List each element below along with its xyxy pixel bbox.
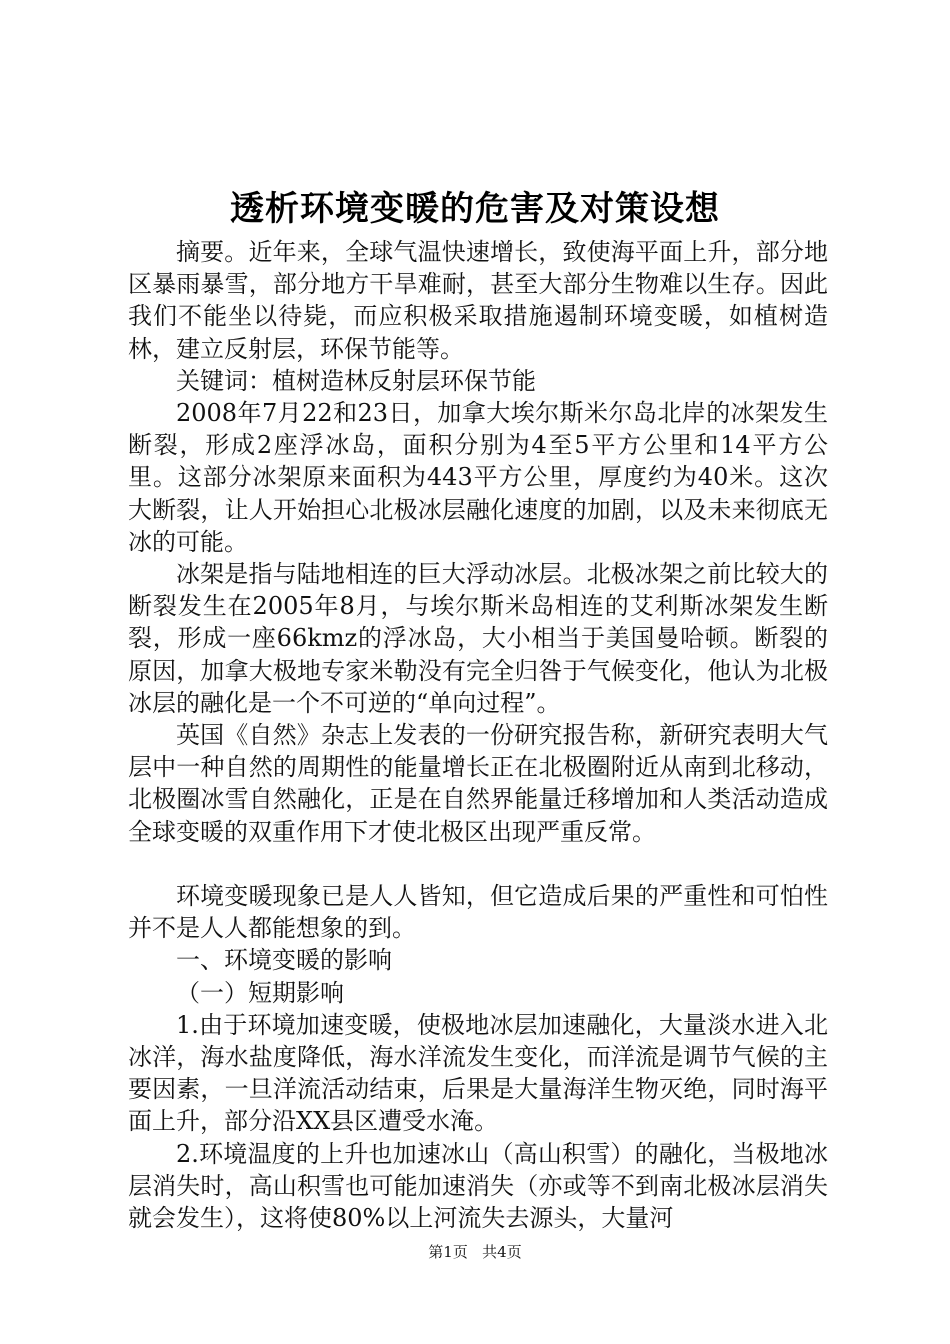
body-paragraph: 冰架是指与陆地相连的巨大浮动冰层。北极冰架之前比较大的断裂发生在2005年8月，与埃尔斯米岛相连的艾利斯冰架发生断裂，形成一座66kmz的浮冰岛，大小相当于美国曼哈顿。断裂的原因，加拿大极地专家米勒没有完全归咎于气候变化，他认为北极冰层的融化是一个不可逆的“单向过程”。 bbox=[128, 560, 828, 717]
page-number: 第1页 bbox=[428, 1243, 468, 1261]
footer-gap bbox=[473, 1243, 478, 1261]
abstract-paragraph: 摘要。近年来，全球气温快速增长，致使海平面上升，部分地区暴雨暴雪，部分地方干旱难耐，甚至大部分生物难以生存。因此我们不能坐以待毙，而应积极采取措施遏制环境变暖，如植树造林，建立反射层，环保节能等。 bbox=[128, 238, 828, 363]
body-paragraph: 环境变暖现象已是人人皆知，但它造成后果的严重性和可怕性并不是人人都能想象的到。 bbox=[128, 882, 828, 943]
section-heading: 一、环境变暖的影响 bbox=[176, 946, 392, 975]
body-paragraph: 1.由于环境加速变暖，使极地冰层加速融化，大量淡水进入北冰洋，海水盐度降低，海水洋流发生变化，而洋流是调节气候的主要因素，一旦洋流活动结束，后果是大量海洋生物灭绝，同时海平面上升，部分沿XX县区遭受水淹。 bbox=[128, 1010, 828, 1136]
body-paragraph: 2.环境温度的上升也加速冰山（高山积雪）的融化，当极地冰层消失时，高山积雪也可能加速消失（亦或等不到南北极冰层消失就会发生），这将使80%以上河流失去源头，大量河 bbox=[128, 1139, 828, 1233]
document-body bbox=[128, 236, 828, 1234]
keywords-paragraph: 关键词：植树造林反射层环保节能 bbox=[176, 366, 536, 395]
body-paragraph: 英国《自然》杂志上发表的一份研究报告称，新研究表明大气层中一种自然的周期性的能量增长正在北极圈附近从南到北移动，北极圈冰雪自然融化，正是在自然界能量迁移增加和人类活动造成全球变暖的双重作用下才使北极区出现严重反常。 bbox=[128, 721, 828, 846]
page-footer bbox=[0, 1242, 950, 1262]
subsection-heading: （一）短期影响 bbox=[176, 978, 344, 1007]
page-total: 共4页 bbox=[482, 1243, 522, 1261]
document-title: 透析环境变暖的危害及对策设想 bbox=[230, 189, 720, 229]
blank-line bbox=[128, 848, 828, 880]
body-paragraph: 2008年7月22和23日，加拿大埃尔斯米尔岛北岸的冰架发生断裂，形成2座浮冰岛，面积分别为4至5平方公里和14平方公里。这部分冰架原来面积为443平方公里，厚度约为40米。这次大断裂，让人开始担心北极冰层融化速度的加剧，以及未来彻底无冰的可能。 bbox=[128, 399, 828, 556]
